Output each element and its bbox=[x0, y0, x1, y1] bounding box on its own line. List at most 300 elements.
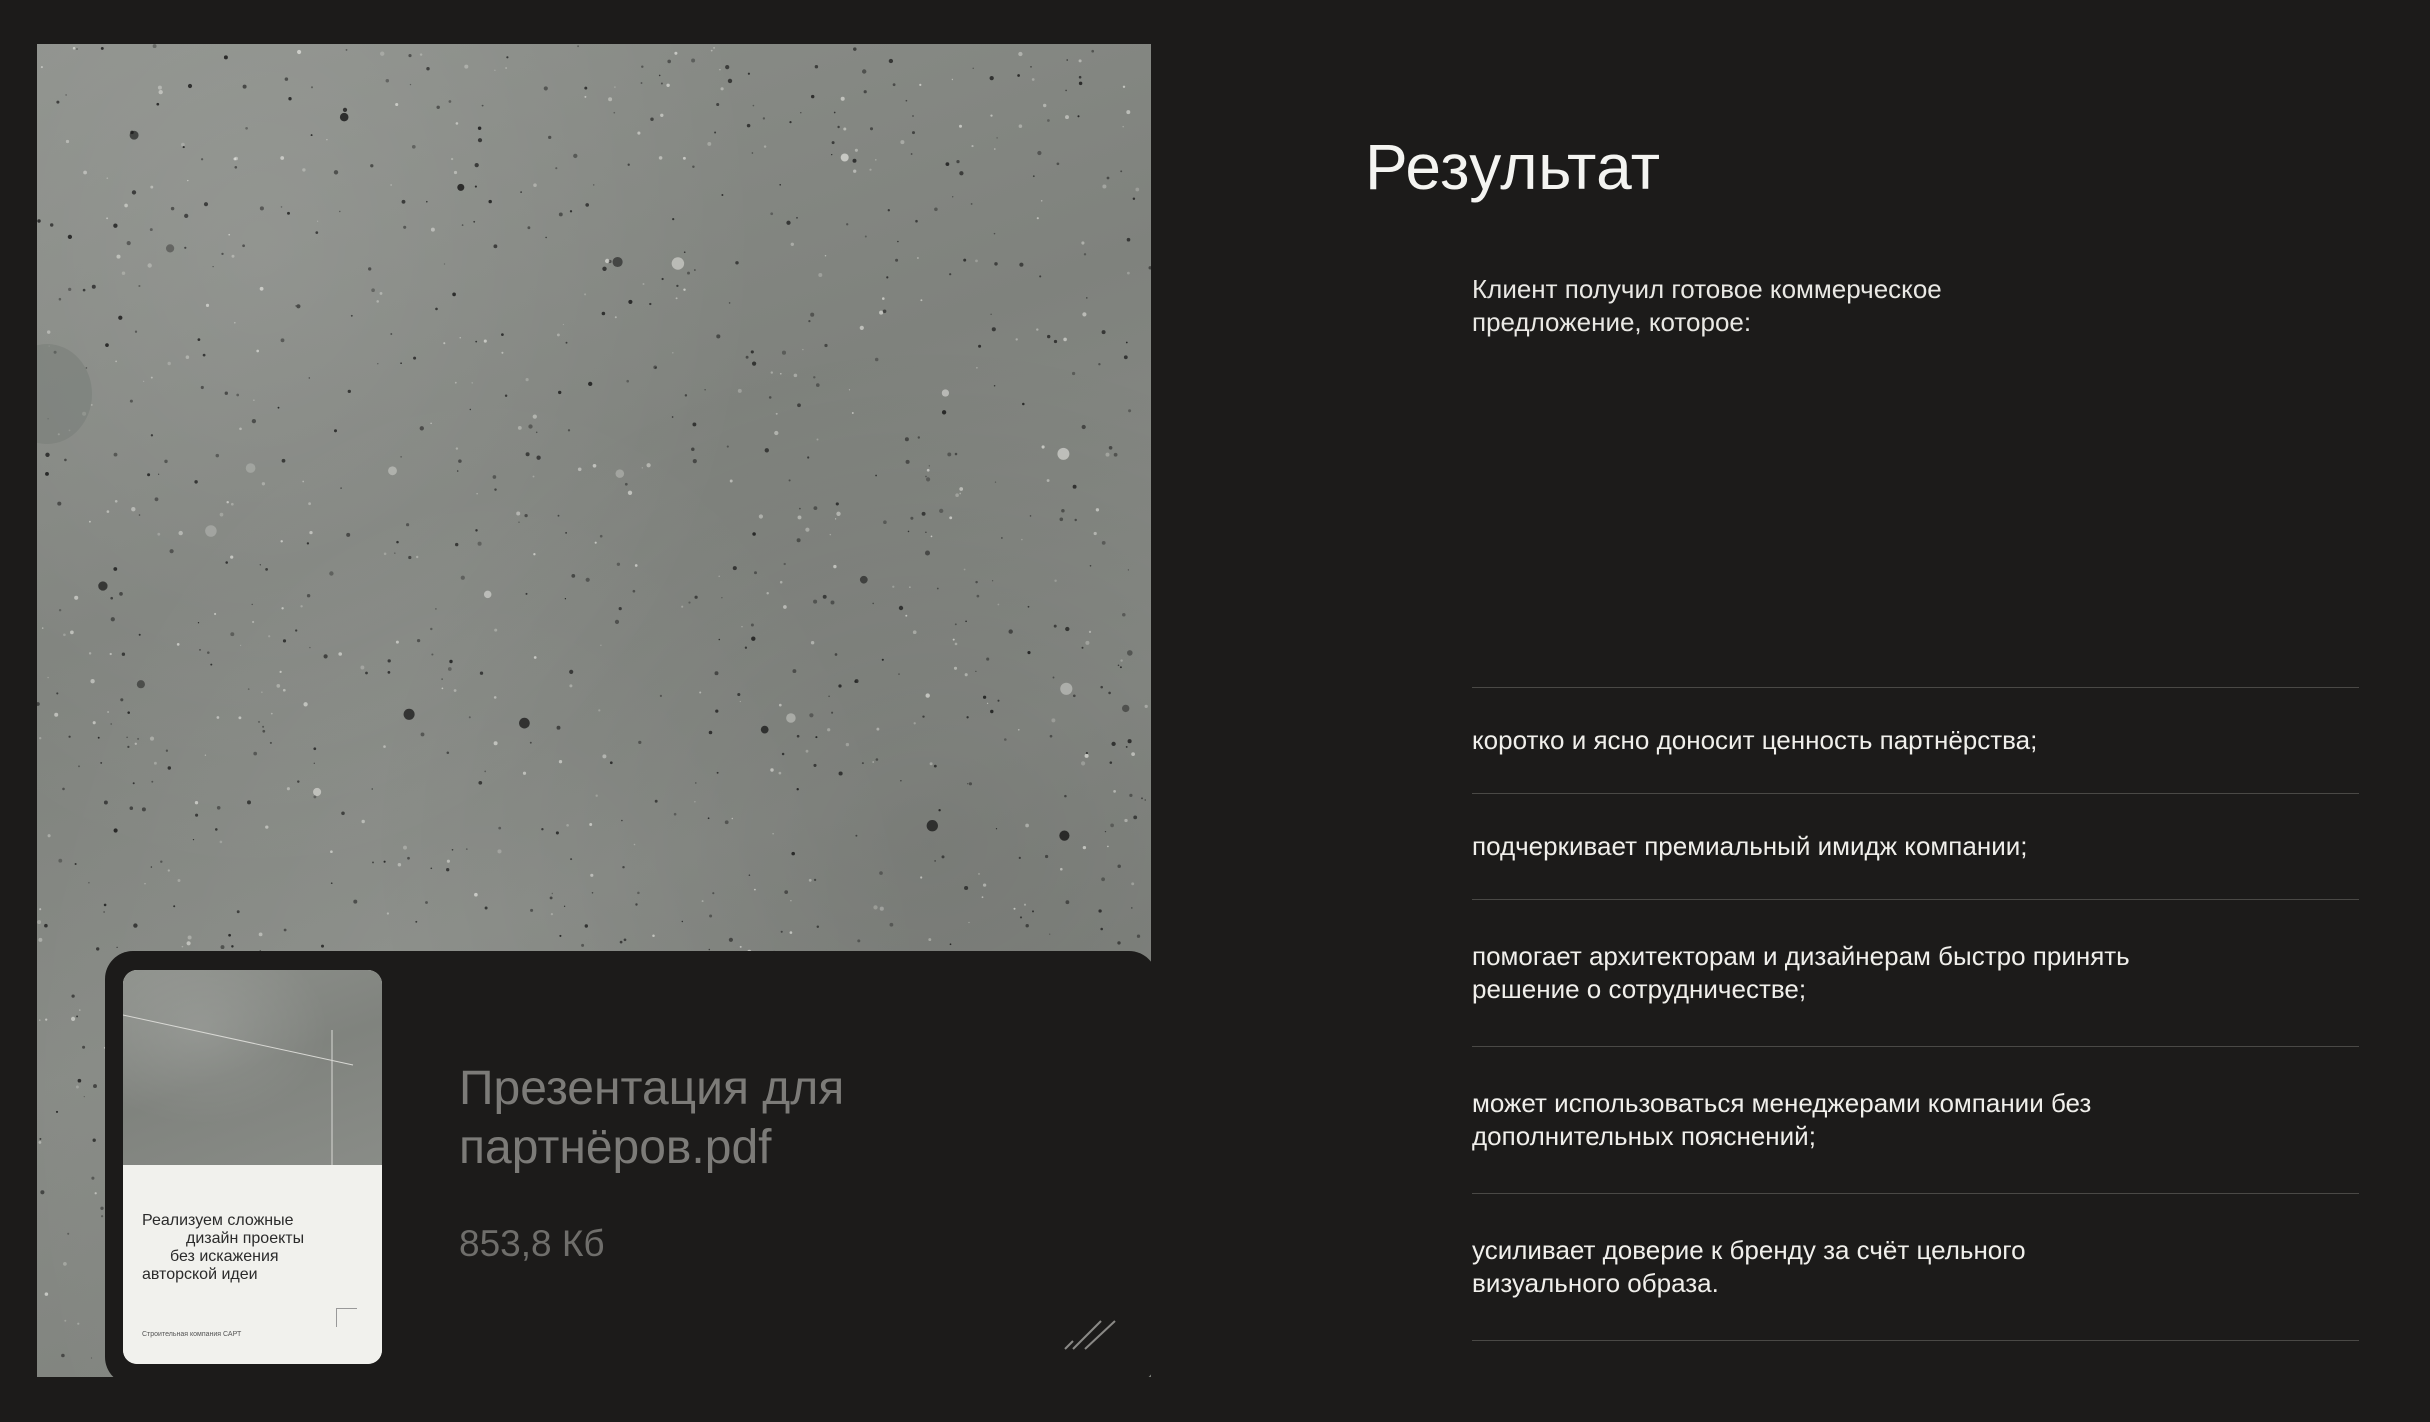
concrete-pore bbox=[63, 633, 66, 636]
concrete-pore bbox=[811, 641, 814, 644]
concrete-pore bbox=[717, 772, 719, 774]
concrete-pore bbox=[157, 533, 160, 536]
concrete-pore bbox=[436, 106, 439, 109]
concrete-pore bbox=[1047, 119, 1050, 122]
concrete-pore bbox=[1102, 541, 1106, 545]
concrete-pore bbox=[628, 300, 632, 304]
concrete-pore bbox=[818, 273, 822, 277]
concrete-pore bbox=[260, 287, 264, 291]
concrete-pore bbox=[997, 700, 999, 702]
concrete-pore bbox=[296, 304, 300, 308]
concrete-pore bbox=[798, 515, 802, 519]
concrete-pore bbox=[1079, 59, 1082, 62]
concrete-pore bbox=[220, 513, 224, 517]
concrete-pore bbox=[195, 814, 198, 817]
concrete-pore bbox=[387, 912, 389, 914]
concrete-pore bbox=[83, 289, 86, 292]
concrete-pore bbox=[955, 493, 959, 497]
concrete-pore bbox=[1118, 665, 1120, 667]
concrete-pore bbox=[475, 341, 477, 343]
concrete-pore bbox=[956, 160, 959, 163]
list-item-text: подчеркивает премиальный имидж компании; bbox=[1472, 831, 2028, 861]
concrete-pore bbox=[62, 788, 65, 791]
concrete-pore bbox=[619, 607, 622, 610]
concrete-pore bbox=[761, 726, 769, 734]
concrete-pore bbox=[527, 226, 530, 229]
concrete-pore bbox=[990, 314, 991, 315]
concrete-pore bbox=[158, 86, 162, 90]
concrete-pore bbox=[48, 834, 51, 837]
thumbnail-concrete-image bbox=[123, 970, 382, 1165]
file-name[interactable]: Презентация для партнёров.pdf bbox=[459, 1062, 845, 1174]
concrete-pore bbox=[685, 394, 687, 396]
concrete-pore bbox=[497, 849, 501, 853]
concrete-pore bbox=[526, 378, 529, 381]
concrete-pore bbox=[56, 101, 59, 104]
concrete-pore bbox=[71, 1017, 75, 1021]
concrete-pore bbox=[283, 639, 286, 642]
concrete-pore bbox=[446, 868, 449, 871]
concrete-pore bbox=[259, 933, 263, 937]
concrete-pore bbox=[600, 645, 601, 646]
concrete-pore bbox=[139, 514, 141, 516]
concrete-pore bbox=[1106, 453, 1110, 457]
concrete-pore bbox=[837, 126, 839, 128]
concrete-pore bbox=[925, 550, 930, 555]
concrete-pore bbox=[911, 153, 913, 155]
concrete-pore bbox=[302, 481, 304, 483]
concrete-pore bbox=[45, 472, 49, 476]
concrete-pore bbox=[541, 828, 543, 830]
concrete-pore bbox=[1085, 754, 1089, 758]
concrete-pore bbox=[278, 407, 280, 409]
concrete-pore bbox=[76, 1086, 79, 1089]
concrete-pore bbox=[1032, 78, 1035, 81]
concrete-pore bbox=[130, 400, 133, 403]
concrete-pore bbox=[184, 247, 186, 249]
concrete-pore bbox=[873, 905, 877, 909]
concrete-pore bbox=[452, 293, 456, 297]
concrete-pore bbox=[188, 936, 192, 940]
concrete-pore bbox=[759, 514, 763, 518]
concrete-pore bbox=[711, 50, 713, 52]
concrete-pore bbox=[753, 105, 755, 107]
concrete-pore bbox=[1120, 666, 1122, 668]
concrete-pore bbox=[642, 467, 643, 468]
concrete-pore bbox=[920, 299, 922, 301]
concrete-pore bbox=[947, 452, 951, 456]
concrete-pore bbox=[1065, 627, 1069, 631]
concrete-pore bbox=[971, 203, 973, 205]
concrete-pore bbox=[589, 823, 592, 826]
concrete-pore bbox=[890, 923, 894, 927]
concrete-pore bbox=[494, 696, 497, 699]
concrete-pore bbox=[834, 112, 836, 114]
concrete-pore bbox=[220, 841, 223, 844]
concrete-pore bbox=[934, 860, 936, 862]
concrete-pore bbox=[326, 139, 327, 140]
concrete-pore bbox=[564, 906, 565, 907]
concrete-pore bbox=[593, 184, 595, 186]
concrete-pore bbox=[295, 629, 297, 631]
concrete-pore bbox=[324, 654, 328, 658]
concrete-pore bbox=[1066, 900, 1070, 904]
concrete-pore bbox=[195, 801, 198, 804]
concrete-pore bbox=[533, 414, 537, 418]
concrete-pore bbox=[93, 1084, 97, 1088]
concrete-pore bbox=[168, 766, 171, 769]
concrete-pore bbox=[809, 713, 813, 717]
concrete-pore bbox=[1111, 742, 1115, 746]
concrete-pore bbox=[672, 257, 684, 269]
concrete-pore bbox=[643, 283, 645, 285]
concrete-pore bbox=[452, 849, 454, 851]
concrete-pore bbox=[857, 939, 860, 942]
concrete-pore bbox=[783, 605, 787, 609]
concrete-pore bbox=[990, 114, 992, 116]
concrete-pore bbox=[107, 711, 109, 713]
concrete-pore bbox=[1053, 677, 1055, 679]
concrete-pore bbox=[284, 929, 287, 932]
concrete-pore bbox=[78, 1079, 82, 1083]
concrete-pore bbox=[860, 576, 868, 584]
concrete-pore bbox=[63, 1262, 67, 1266]
concrete-pore bbox=[308, 502, 311, 505]
concrete-pore bbox=[605, 259, 609, 263]
concrete-pore bbox=[37, 219, 40, 222]
concrete-pore bbox=[313, 788, 321, 796]
concrete-pore bbox=[949, 273, 951, 275]
concrete-pore bbox=[340, 487, 342, 489]
concrete-pore bbox=[934, 208, 938, 212]
concrete-pore bbox=[59, 298, 62, 301]
concrete-pore bbox=[1102, 330, 1106, 334]
concrete-pore bbox=[147, 473, 150, 476]
concrete-pore bbox=[536, 456, 540, 460]
concrete-pore bbox=[860, 326, 864, 330]
concrete-pore bbox=[672, 218, 674, 220]
concrete-pore bbox=[620, 941, 623, 944]
concrete-pore bbox=[300, 605, 302, 607]
concrete-pore bbox=[1133, 816, 1137, 820]
concrete-pore bbox=[478, 542, 482, 546]
thumbnail-cover-text-area bbox=[123, 1165, 382, 1364]
concrete-pore bbox=[569, 670, 573, 674]
concrete-pore bbox=[929, 465, 930, 466]
concrete-pore bbox=[946, 162, 950, 166]
concrete-pore bbox=[177, 643, 180, 646]
concrete-pore bbox=[817, 439, 819, 441]
concrete-pore bbox=[276, 684, 280, 688]
concrete-pore bbox=[1094, 532, 1097, 535]
concrete-pore bbox=[1122, 126, 1124, 128]
concrete-pore bbox=[559, 212, 563, 216]
concrete-pore bbox=[288, 97, 291, 100]
concrete-pore bbox=[280, 156, 284, 160]
concrete-pore bbox=[228, 934, 231, 937]
concrete-pore bbox=[95, 1192, 97, 1194]
concrete-pore bbox=[831, 712, 833, 714]
concrete-pore bbox=[334, 429, 337, 432]
concrete-pore bbox=[1098, 363, 1100, 365]
concrete-pore bbox=[360, 666, 364, 670]
concrete-pore bbox=[626, 380, 629, 383]
concrete-pore bbox=[674, 813, 677, 816]
concrete-pore bbox=[456, 447, 458, 449]
concrete-pore bbox=[939, 509, 943, 513]
concrete-pore bbox=[403, 846, 407, 850]
concrete-pore bbox=[1030, 515, 1032, 517]
concrete-pore bbox=[451, 158, 453, 160]
concrete-pore bbox=[245, 127, 248, 130]
concrete-pore bbox=[715, 671, 719, 675]
concrete-pore bbox=[966, 716, 968, 718]
concrete-pore bbox=[199, 649, 201, 651]
concrete-pore bbox=[913, 630, 917, 634]
concrete-pore bbox=[285, 77, 289, 81]
concrete-pore bbox=[182, 946, 184, 948]
concrete-pore bbox=[430, 423, 431, 424]
concrete-pore bbox=[1108, 692, 1111, 695]
concrete-pore bbox=[786, 713, 796, 723]
concrete-pore bbox=[64, 1320, 66, 1322]
concrete-pore bbox=[407, 857, 410, 860]
concrete-pore bbox=[1021, 539, 1022, 540]
concrete-pore bbox=[975, 671, 976, 672]
concrete-pore bbox=[806, 750, 809, 753]
concrete-pore bbox=[45, 453, 49, 457]
concrete-pore bbox=[965, 673, 968, 676]
concrete-pore bbox=[1004, 738, 1007, 741]
concrete-pore bbox=[89, 521, 91, 523]
concrete-pore bbox=[204, 202, 208, 206]
concrete-pore bbox=[581, 944, 584, 947]
concrete-pore bbox=[234, 166, 237, 169]
concrete-pore bbox=[198, 622, 199, 623]
concrete-pore bbox=[395, 103, 398, 106]
concrete-pore bbox=[205, 755, 206, 756]
concrete-pore bbox=[738, 389, 742, 393]
concrete-pore bbox=[50, 223, 53, 226]
list-item bbox=[1472, 794, 2359, 900]
concrete-pore bbox=[181, 143, 185, 147]
concrete-pore bbox=[551, 913, 553, 915]
concrete-pore bbox=[313, 747, 316, 750]
concrete-pore bbox=[242, 244, 245, 247]
concrete-pore bbox=[683, 288, 685, 290]
concrete-pore bbox=[442, 688, 444, 690]
concrete-pore bbox=[813, 600, 817, 604]
concrete-pore bbox=[110, 723, 112, 725]
concrete-pore bbox=[138, 285, 140, 287]
concrete-pore bbox=[159, 90, 163, 94]
concrete-pore bbox=[950, 943, 952, 945]
concrete-pore bbox=[338, 652, 342, 656]
concrete-pore bbox=[150, 737, 154, 741]
concrete-pore bbox=[168, 362, 171, 365]
concrete-pore bbox=[516, 512, 520, 516]
concrete-pore bbox=[194, 480, 197, 483]
concrete-pore bbox=[681, 606, 683, 608]
concrete-pore bbox=[39, 737, 41, 739]
concrete-pore bbox=[302, 168, 305, 171]
concrete-pore bbox=[584, 87, 587, 90]
concrete-pore bbox=[262, 482, 265, 485]
concrete-pore bbox=[307, 594, 310, 597]
file-size: 853,8 Кб bbox=[459, 1223, 605, 1264]
concrete-pore bbox=[776, 413, 778, 415]
concrete-pore bbox=[1114, 453, 1118, 457]
concrete-pore bbox=[754, 889, 756, 891]
concrete-pore bbox=[402, 200, 406, 204]
concrete-pore bbox=[253, 400, 254, 401]
concrete-pore bbox=[1113, 790, 1116, 793]
concrete-pore bbox=[716, 103, 719, 106]
concrete-pore bbox=[704, 389, 705, 390]
concrete-pore bbox=[135, 331, 137, 333]
concrete-pore bbox=[808, 320, 810, 322]
concrete-pore bbox=[388, 659, 391, 662]
concrete-pore bbox=[721, 194, 723, 196]
concrete-pore bbox=[1054, 625, 1057, 628]
concrete-pore bbox=[1017, 74, 1020, 77]
concrete-pore bbox=[570, 210, 572, 212]
concrete-pore bbox=[331, 882, 333, 884]
concrete-pore bbox=[977, 595, 980, 598]
concrete-pore bbox=[412, 145, 416, 149]
concrete-pore bbox=[58, 859, 62, 863]
concrete-pore bbox=[691, 447, 695, 451]
concrete-pore bbox=[892, 586, 894, 588]
concrete-pore bbox=[917, 257, 919, 259]
concrete-pore bbox=[68, 736, 70, 738]
concrete-pore bbox=[79, 1009, 80, 1010]
concrete-pore bbox=[715, 709, 718, 712]
concrete-pore bbox=[922, 715, 924, 717]
file-thumbnail[interactable] bbox=[123, 970, 382, 1364]
concrete-pore bbox=[501, 352, 503, 354]
concrete-pore bbox=[154, 762, 157, 765]
concrete-pore bbox=[478, 126, 481, 129]
concrete-pore bbox=[1123, 86, 1125, 88]
concrete-pore bbox=[841, 154, 849, 162]
section-heading: Результат bbox=[1365, 131, 1661, 203]
concrete-pore bbox=[998, 604, 1000, 606]
concrete-pore bbox=[309, 377, 310, 378]
concrete-pore bbox=[454, 689, 457, 692]
concrete-pore bbox=[955, 623, 957, 625]
concrete-pore bbox=[303, 702, 307, 706]
concrete-pore bbox=[1063, 338, 1067, 342]
concrete-pore bbox=[212, 266, 213, 267]
concrete-pore bbox=[206, 304, 209, 307]
concrete-pore bbox=[388, 466, 397, 475]
concrete-pore bbox=[371, 288, 375, 292]
concrete-pore bbox=[659, 156, 663, 160]
concrete-pore bbox=[1081, 241, 1084, 244]
concrete-pore bbox=[692, 166, 694, 168]
concrete-pore bbox=[1107, 846, 1109, 848]
concrete-pore bbox=[54, 713, 58, 717]
concrete-pore bbox=[339, 211, 340, 212]
concrete-pore bbox=[683, 157, 686, 160]
concrete-pore bbox=[625, 483, 628, 486]
concrete-pore bbox=[1096, 508, 1099, 511]
concrete-pore bbox=[246, 463, 256, 473]
concrete-pore bbox=[577, 45, 579, 47]
concrete-pore bbox=[1013, 908, 1015, 910]
concrete-pore bbox=[127, 711, 130, 714]
concrete-pore bbox=[346, 49, 348, 51]
concrete-pore bbox=[110, 653, 112, 655]
concrete-pore bbox=[1054, 580, 1056, 582]
concrete-pore bbox=[443, 342, 445, 344]
concrete-pore bbox=[90, 679, 94, 683]
concrete-pore bbox=[745, 647, 747, 649]
concrete-pore bbox=[456, 122, 459, 125]
concrete-pore bbox=[694, 269, 696, 271]
concrete-pore bbox=[536, 432, 538, 434]
concrete-pore bbox=[1020, 916, 1022, 918]
concrete-pore bbox=[494, 70, 495, 71]
concrete-pore bbox=[827, 728, 830, 731]
concrete-pore bbox=[201, 158, 203, 160]
concrete-pore bbox=[1041, 200, 1043, 202]
concrete-pore bbox=[566, 824, 569, 827]
concrete-pore bbox=[772, 833, 773, 834]
concrete-pore bbox=[238, 716, 241, 719]
concrete-pore bbox=[1100, 928, 1103, 931]
concrete-pore bbox=[967, 783, 968, 784]
concrete-pore bbox=[813, 764, 816, 767]
concrete-pore bbox=[224, 55, 228, 59]
concrete-pore bbox=[484, 340, 487, 343]
concrete-pore bbox=[653, 365, 657, 369]
concrete-pore bbox=[115, 361, 117, 363]
concrete-pore bbox=[544, 86, 548, 90]
concrete-pore bbox=[714, 132, 716, 134]
concrete-pore bbox=[64, 459, 67, 462]
concrete-pore bbox=[994, 233, 996, 235]
concrete-pore bbox=[56, 692, 58, 694]
concrete-pore bbox=[728, 79, 732, 83]
concrete-pore bbox=[217, 716, 220, 719]
concrete-pore bbox=[139, 634, 141, 636]
file-card[interactable] bbox=[105, 951, 1151, 1377]
concrete-pore bbox=[557, 333, 560, 336]
concrete-pore bbox=[101, 1215, 103, 1217]
concrete-pore bbox=[484, 771, 486, 773]
concrete-pore bbox=[688, 602, 690, 604]
concrete-pore bbox=[505, 395, 507, 397]
concrete-pore bbox=[652, 934, 655, 937]
concrete-pore bbox=[1081, 761, 1085, 765]
concrete-pore bbox=[930, 762, 933, 765]
concrete-pore bbox=[526, 452, 530, 456]
concrete-pore bbox=[1054, 340, 1057, 343]
double-check-icon bbox=[1063, 1319, 1117, 1353]
concrete-pore bbox=[151, 377, 153, 379]
concrete-pore bbox=[281, 206, 283, 208]
concrete-pore bbox=[474, 893, 478, 897]
concrete-pore bbox=[1126, 342, 1128, 344]
concrete-pore bbox=[815, 736, 817, 738]
concrete-pore bbox=[1086, 297, 1088, 299]
concrete-pore bbox=[485, 907, 488, 910]
concrete-pore bbox=[914, 722, 916, 724]
concrete-pore bbox=[120, 698, 123, 701]
concrete-pore bbox=[413, 357, 416, 360]
